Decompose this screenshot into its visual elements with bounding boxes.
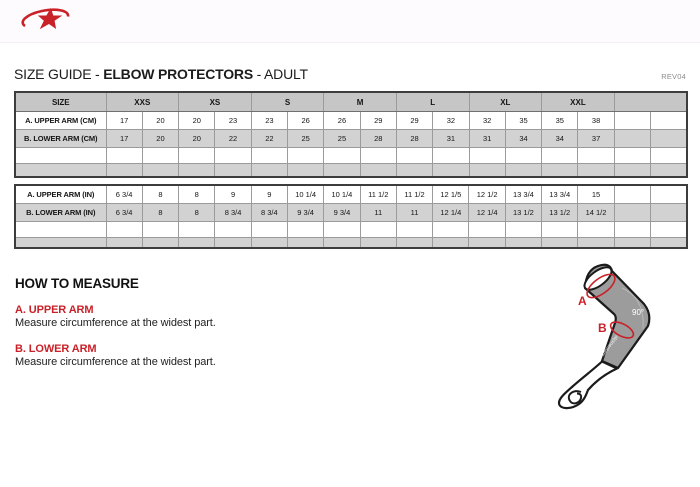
size-value-cell: 29 bbox=[396, 112, 432, 130]
size-group-header: XS bbox=[179, 92, 252, 112]
table-row bbox=[15, 112, 687, 130]
blank-row bbox=[15, 164, 687, 178]
blank-cell bbox=[505, 164, 541, 178]
table-row bbox=[15, 130, 687, 148]
blank-cell bbox=[106, 164, 142, 178]
blank-cell bbox=[106, 238, 142, 249]
blank-cell bbox=[251, 148, 287, 164]
size-value-cell: 8 3/4 bbox=[215, 204, 251, 222]
blank-cell bbox=[15, 148, 106, 164]
size-group-header: XXS bbox=[106, 92, 179, 112]
size-value-cell: 14 1/2 bbox=[578, 204, 614, 222]
blank-cell bbox=[505, 148, 541, 164]
size-value-cell bbox=[650, 185, 686, 204]
size-value-cell bbox=[651, 112, 687, 130]
blank-cell bbox=[542, 238, 578, 249]
blank-cell bbox=[324, 238, 360, 249]
size-value-cell bbox=[650, 204, 686, 222]
blank-cell bbox=[469, 222, 505, 238]
blank-cell bbox=[614, 238, 650, 249]
size-value-cell: 13 1/2 bbox=[505, 204, 541, 222]
blank-cell bbox=[578, 164, 614, 178]
size-value-cell: 32 bbox=[433, 112, 469, 130]
blank-cell bbox=[396, 148, 432, 164]
blank-cell bbox=[360, 238, 396, 249]
title-product: ELBOW PROTECTORS bbox=[103, 66, 253, 82]
blank-cell bbox=[179, 164, 215, 178]
row-label: A. UPPER ARM (CM) bbox=[15, 112, 106, 130]
blank-cell bbox=[650, 238, 686, 249]
size-value-cell: 13 3/4 bbox=[542, 185, 578, 204]
blank-cell bbox=[650, 222, 686, 238]
size-value-cell: 20 bbox=[179, 130, 215, 148]
blank-cell bbox=[360, 222, 396, 238]
blank-cell bbox=[324, 164, 360, 178]
size-value-cell: 9 bbox=[215, 185, 251, 204]
size-value-cell: 12 1/2 bbox=[469, 185, 505, 204]
size-value-cell: 11 1/2 bbox=[396, 185, 432, 204]
blank-cell bbox=[360, 148, 396, 164]
blank-cell bbox=[324, 222, 360, 238]
blank-cell bbox=[578, 238, 614, 249]
blank-cell bbox=[215, 238, 251, 249]
size-value-cell: 22 bbox=[215, 130, 251, 148]
lower-arm-instruction: Measure circumference at the widest part. bbox=[15, 356, 216, 368]
size-value-cell: 34 bbox=[542, 130, 578, 148]
table-row bbox=[15, 185, 687, 204]
size-value-cell: 20 bbox=[179, 112, 215, 130]
size-group-header: S bbox=[251, 92, 324, 112]
blank-cell bbox=[614, 148, 650, 164]
size-table-cm bbox=[14, 91, 688, 178]
size-value-cell: 25 bbox=[324, 130, 360, 148]
blank-cell bbox=[215, 222, 251, 238]
size-value-cell: 13 3/4 bbox=[505, 185, 541, 204]
size-value-cell: 23 bbox=[215, 112, 251, 130]
row-label: A. UPPER ARM (IN) bbox=[15, 185, 106, 204]
blank-cell bbox=[505, 238, 541, 249]
size-value-cell: 37 bbox=[578, 130, 614, 148]
measure-item-lower-arm bbox=[15, 343, 335, 368]
measure-item-upper-arm bbox=[15, 304, 335, 329]
size-value-cell: 11 1/2 bbox=[360, 185, 396, 204]
size-value-cell bbox=[614, 130, 650, 148]
blank-cell bbox=[251, 238, 287, 249]
blank-cell bbox=[179, 222, 215, 238]
blank-cell bbox=[469, 148, 505, 164]
revision-label: REV04 bbox=[661, 72, 686, 81]
title-prefix: SIZE GUIDE - bbox=[14, 66, 104, 82]
blank-cell bbox=[469, 238, 505, 249]
arm-measurement-diagram bbox=[548, 258, 700, 420]
blank-cell bbox=[15, 164, 106, 178]
blank-cell bbox=[614, 222, 650, 238]
size-value-cell: 26 bbox=[288, 112, 324, 130]
size-value-cell: 35 bbox=[505, 112, 541, 130]
size-value-cell: 31 bbox=[433, 130, 469, 148]
size-value-cell: 12 1/5 bbox=[433, 185, 469, 204]
lower-arm-label: B. LOWER ARM bbox=[15, 343, 97, 355]
size-value-cell: 32 bbox=[469, 112, 505, 130]
size-value-cell: 28 bbox=[360, 130, 396, 148]
marker-a-label: A bbox=[578, 294, 587, 308]
blank-cell bbox=[142, 148, 178, 164]
size-value-cell: 8 3/4 bbox=[251, 204, 287, 222]
blank-cell bbox=[15, 222, 106, 238]
size-value-cell: 8 bbox=[142, 204, 178, 222]
size-value-cell: 28 bbox=[396, 130, 432, 148]
blank-cell bbox=[433, 164, 469, 178]
marker-b-label: B bbox=[598, 321, 607, 335]
blank-cell bbox=[542, 148, 578, 164]
blank-cell bbox=[578, 222, 614, 238]
size-value-cell: 23 bbox=[251, 112, 287, 130]
size-table-in bbox=[14, 184, 688, 249]
size-value-cell: 9 bbox=[251, 185, 287, 204]
blank-cell bbox=[287, 238, 323, 249]
blank-cell bbox=[360, 164, 396, 178]
size-value-cell: 11 bbox=[360, 204, 396, 222]
size-value-cell: 25 bbox=[288, 130, 324, 148]
title-suffix: - ADULT bbox=[252, 66, 308, 82]
blank-cell bbox=[251, 222, 287, 238]
blank-cell bbox=[542, 164, 578, 178]
blank-cell bbox=[142, 164, 178, 178]
size-value-cell: 31 bbox=[469, 130, 505, 148]
size-value-cell: 35 bbox=[542, 112, 578, 130]
table-row bbox=[15, 204, 687, 222]
size-value-cell: 10 1/4 bbox=[287, 185, 323, 204]
size-value-cell: 34 bbox=[505, 130, 541, 148]
blank-cell bbox=[179, 238, 215, 249]
size-group-header bbox=[614, 92, 687, 112]
size-group-header: L bbox=[396, 92, 469, 112]
size-value-cell bbox=[651, 130, 687, 148]
size-value-cell: 13 1/2 bbox=[542, 204, 578, 222]
blank-cell bbox=[15, 238, 106, 249]
upper-arm-label: A. UPPER ARM bbox=[15, 304, 94, 316]
blank-cell bbox=[215, 164, 251, 178]
page-title bbox=[14, 66, 686, 82]
how-to-measure-heading: HOW TO MEASURE bbox=[15, 276, 139, 291]
size-value-cell bbox=[614, 204, 650, 222]
blank-cell bbox=[433, 222, 469, 238]
blank-cell bbox=[287, 222, 323, 238]
blank-cell bbox=[215, 148, 251, 164]
size-value-cell bbox=[614, 185, 650, 204]
blank-cell bbox=[542, 222, 578, 238]
size-value-cell: 8 bbox=[142, 185, 178, 204]
elbow-angle-label: 90° bbox=[632, 308, 645, 317]
blank-cell bbox=[433, 148, 469, 164]
blank-cell bbox=[106, 148, 142, 164]
size-value-cell bbox=[614, 112, 650, 130]
blank-cell bbox=[396, 238, 432, 249]
upper-arm-instruction: Measure circumference at the widest part. bbox=[15, 317, 216, 329]
blank-cell bbox=[614, 164, 650, 178]
size-header-row bbox=[15, 92, 687, 112]
blank-cell bbox=[433, 238, 469, 249]
size-tables bbox=[14, 91, 686, 249]
blank-row bbox=[15, 238, 687, 249]
how-to-measure-section bbox=[15, 276, 335, 368]
alpinestars-logo-icon bbox=[18, 7, 74, 33]
hand-outline bbox=[559, 362, 617, 409]
size-value-cell: 17 bbox=[106, 130, 142, 148]
blank-cell bbox=[288, 148, 324, 164]
size-value-cell: 6 3/4 bbox=[106, 204, 142, 222]
blank-cell bbox=[324, 148, 360, 164]
size-group-header: XXL bbox=[542, 92, 615, 112]
row-label: B. LOWER ARM (CM) bbox=[15, 130, 106, 148]
blank-cell bbox=[505, 222, 541, 238]
size-value-cell: 17 bbox=[106, 112, 142, 130]
size-value-cell: 26 bbox=[324, 112, 360, 130]
blank-cell bbox=[179, 148, 215, 164]
size-value-cell: 8 bbox=[179, 204, 215, 222]
size-value-cell: 20 bbox=[142, 130, 178, 148]
top-band bbox=[0, 0, 700, 43]
blank-cell bbox=[142, 238, 178, 249]
size-value-cell: 20 bbox=[142, 112, 178, 130]
blank-cell bbox=[288, 164, 324, 178]
size-group-header: XL bbox=[469, 92, 542, 112]
blank-cell bbox=[396, 222, 432, 238]
size-value-cell: 9 3/4 bbox=[324, 204, 360, 222]
size-value-cell: 38 bbox=[578, 112, 614, 130]
size-value-cell: 10 1/4 bbox=[324, 185, 360, 204]
size-value-cell: 12 1/4 bbox=[433, 204, 469, 222]
row-label: B. LOWER ARM (IN) bbox=[15, 204, 106, 222]
blank-cell bbox=[106, 222, 142, 238]
size-value-cell: 12 1/4 bbox=[469, 204, 505, 222]
size-value-cell: 8 bbox=[179, 185, 215, 204]
size-value-cell: 15 bbox=[578, 185, 614, 204]
blank-cell bbox=[578, 148, 614, 164]
size-value-cell: 11 bbox=[396, 204, 432, 222]
size-corner-header: SIZE bbox=[15, 92, 106, 112]
blank-cell bbox=[651, 148, 687, 164]
size-value-cell: 6 3/4 bbox=[106, 185, 142, 204]
size-group-header: M bbox=[324, 92, 397, 112]
sleeve-brand-text: alpinestars bbox=[599, 333, 620, 358]
blank-row bbox=[15, 148, 687, 164]
blank-cell bbox=[142, 222, 178, 238]
blank-cell bbox=[469, 164, 505, 178]
blank-cell bbox=[651, 164, 687, 178]
size-value-cell: 22 bbox=[251, 130, 287, 148]
size-value-cell: 9 3/4 bbox=[287, 204, 323, 222]
blank-row bbox=[15, 222, 687, 238]
size-value-cell: 29 bbox=[360, 112, 396, 130]
blank-cell bbox=[251, 164, 287, 178]
blank-cell bbox=[396, 164, 432, 178]
